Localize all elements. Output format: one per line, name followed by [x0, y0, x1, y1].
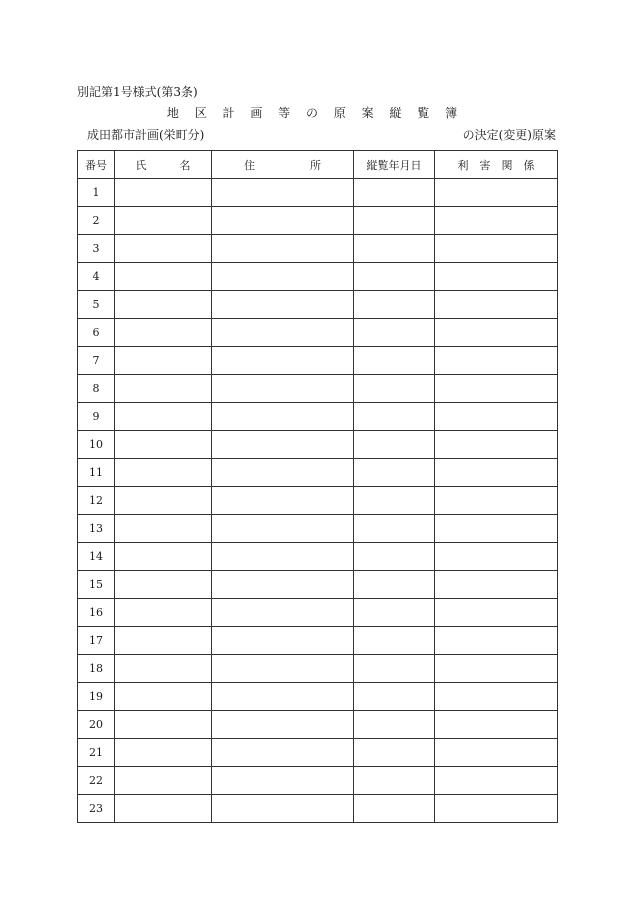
header-address: 住 所 — [212, 151, 354, 179]
interest-cell[interactable] — [435, 459, 558, 487]
interest-cell[interactable] — [435, 543, 558, 571]
inspection-date-cell[interactable] — [354, 487, 435, 515]
form-label: 別記第1号様式(第3条) — [77, 85, 198, 99]
row-number: 10 — [78, 431, 115, 459]
decision-label: の決定(変更)原案 — [462, 128, 556, 142]
table-header-row — [78, 151, 558, 179]
name-cell[interactable] — [115, 319, 212, 347]
row-number: 21 — [78, 739, 115, 767]
interest-cell[interactable] — [435, 403, 558, 431]
table-row — [78, 487, 558, 515]
address-cell[interactable] — [212, 375, 354, 403]
row-number: 4 — [78, 263, 115, 291]
table-row — [78, 375, 558, 403]
interest-cell[interactable] — [435, 319, 558, 347]
interest-cell[interactable] — [435, 655, 558, 683]
row-number: 3 — [78, 235, 115, 263]
address-cell[interactable] — [212, 207, 354, 235]
interest-cell[interactable] — [435, 487, 558, 515]
inspection-date-cell[interactable] — [354, 515, 435, 543]
inspection-date-cell[interactable] — [354, 795, 435, 823]
row-number: 13 — [78, 515, 115, 543]
address-cell[interactable] — [212, 235, 354, 263]
address-cell[interactable] — [212, 459, 354, 487]
document-title: 地 区 計 画 等 の 原 案 縦 覧 簿 — [166, 106, 464, 120]
interest-cell[interactable] — [435, 739, 558, 767]
table-row — [78, 347, 558, 375]
table-row — [78, 599, 558, 627]
address-cell[interactable] — [212, 263, 354, 291]
interest-cell[interactable] — [435, 263, 558, 291]
table-row — [78, 459, 558, 487]
inspection-date-cell[interactable] — [354, 459, 435, 487]
inspection-date-cell[interactable] — [354, 347, 435, 375]
name-cell[interactable] — [115, 543, 212, 571]
name-cell[interactable] — [115, 571, 212, 599]
header-interest: 利 害 関 係 — [435, 151, 558, 179]
table-row — [78, 795, 558, 823]
row-number: 8 — [78, 375, 115, 403]
name-cell[interactable] — [115, 207, 212, 235]
address-cell[interactable] — [212, 487, 354, 515]
row-number: 12 — [78, 487, 115, 515]
name-cell[interactable] — [115, 767, 212, 795]
interest-cell[interactable] — [435, 375, 558, 403]
row-number: 20 — [78, 711, 115, 739]
inspection-date-cell[interactable] — [354, 571, 435, 599]
inspection-date-cell[interactable] — [354, 319, 435, 347]
interest-cell[interactable] — [435, 795, 558, 823]
name-cell[interactable] — [115, 347, 212, 375]
address-cell[interactable] — [212, 655, 354, 683]
address-cell[interactable] — [212, 543, 354, 571]
interest-cell[interactable] — [435, 599, 558, 627]
inspection-date-cell[interactable] — [354, 403, 435, 431]
row-number: 23 — [78, 795, 115, 823]
table-row — [78, 431, 558, 459]
interest-cell[interactable] — [435, 711, 558, 739]
name-cell[interactable] — [115, 459, 212, 487]
name-cell[interactable] — [115, 739, 212, 767]
inspection-date-cell[interactable] — [354, 179, 435, 207]
row-number: 5 — [78, 291, 115, 319]
inspection-date-cell[interactable] — [354, 767, 435, 795]
table-row — [78, 403, 558, 431]
interest-cell[interactable] — [435, 571, 558, 599]
inspection-register-table — [77, 150, 558, 823]
address-cell[interactable] — [212, 403, 354, 431]
row-number: 6 — [78, 319, 115, 347]
name-cell[interactable] — [115, 655, 212, 683]
table-row — [78, 739, 558, 767]
table-row — [78, 543, 558, 571]
table-row — [78, 767, 558, 795]
header-number: 番号 — [78, 151, 115, 179]
name-cell[interactable] — [115, 599, 212, 627]
row-number: 16 — [78, 599, 115, 627]
name-cell[interactable] — [115, 627, 212, 655]
address-cell[interactable] — [212, 179, 354, 207]
name-cell[interactable] — [115, 487, 212, 515]
interest-cell[interactable] — [435, 347, 558, 375]
name-cell[interactable] — [115, 683, 212, 711]
row-number: 7 — [78, 347, 115, 375]
name-cell[interactable] — [115, 291, 212, 319]
table-row — [78, 235, 558, 263]
table-row — [78, 207, 558, 235]
address-cell[interactable] — [212, 431, 354, 459]
inspection-date-cell[interactable] — [354, 683, 435, 711]
interest-cell[interactable] — [435, 627, 558, 655]
address-cell[interactable] — [212, 795, 354, 823]
table-row — [78, 571, 558, 599]
name-cell[interactable] — [115, 515, 212, 543]
inspection-date-cell[interactable] — [354, 655, 435, 683]
name-cell[interactable] — [115, 263, 212, 291]
table-row — [78, 179, 558, 207]
row-number: 14 — [78, 543, 115, 571]
inspection-date-cell[interactable] — [354, 291, 435, 319]
city-plan-name: 成田都市計画(栄町分) — [87, 128, 205, 142]
address-cell[interactable] — [212, 515, 354, 543]
row-number: 17 — [78, 627, 115, 655]
inspection-date-cell[interactable] — [354, 543, 435, 571]
table-row — [78, 291, 558, 319]
row-number: 19 — [78, 683, 115, 711]
row-number: 22 — [78, 767, 115, 795]
inspection-date-cell[interactable] — [354, 263, 435, 291]
inspection-date-cell[interactable] — [354, 375, 435, 403]
header-name: 氏 名 — [115, 151, 212, 179]
name-cell[interactable] — [115, 375, 212, 403]
table-row — [78, 515, 558, 543]
name-cell[interactable] — [115, 795, 212, 823]
inspection-date-cell[interactable] — [354, 711, 435, 739]
table-row — [78, 655, 558, 683]
row-number: 18 — [78, 655, 115, 683]
address-cell[interactable] — [212, 739, 354, 767]
table-row — [78, 711, 558, 739]
address-cell[interactable] — [212, 767, 354, 795]
inspection-date-cell[interactable] — [354, 627, 435, 655]
row-number: 11 — [78, 459, 115, 487]
address-cell[interactable] — [212, 571, 354, 599]
row-number: 1 — [78, 179, 115, 207]
address-cell[interactable] — [212, 291, 354, 319]
address-cell[interactable] — [212, 683, 354, 711]
row-number: 15 — [78, 571, 115, 599]
name-cell[interactable] — [115, 179, 212, 207]
interest-cell[interactable] — [435, 235, 558, 263]
interest-cell[interactable] — [435, 291, 558, 319]
interest-cell[interactable] — [435, 683, 558, 711]
interest-cell[interactable] — [435, 179, 558, 207]
interest-cell[interactable] — [435, 767, 558, 795]
interest-cell[interactable] — [435, 515, 558, 543]
inspection-date-cell[interactable] — [354, 235, 435, 263]
inspection-date-cell[interactable] — [354, 207, 435, 235]
row-number: 9 — [78, 403, 115, 431]
table-row — [78, 627, 558, 655]
address-cell[interactable] — [212, 319, 354, 347]
name-cell[interactable] — [115, 403, 212, 431]
interest-cell[interactable] — [435, 431, 558, 459]
address-cell[interactable] — [212, 347, 354, 375]
table-row — [78, 683, 558, 711]
row-number: 2 — [78, 207, 115, 235]
header-inspection-date: 縦覧年月日 — [354, 151, 435, 179]
table-row — [78, 263, 558, 291]
address-cell[interactable] — [212, 627, 354, 655]
inspection-date-cell[interactable] — [354, 431, 435, 459]
table-row — [78, 319, 558, 347]
name-cell[interactable] — [115, 235, 212, 263]
name-cell[interactable] — [115, 711, 212, 739]
address-cell[interactable] — [212, 599, 354, 627]
name-cell[interactable] — [115, 431, 212, 459]
inspection-date-cell[interactable] — [354, 739, 435, 767]
interest-cell[interactable] — [435, 207, 558, 235]
address-cell[interactable] — [212, 711, 354, 739]
inspection-date-cell[interactable] — [354, 599, 435, 627]
